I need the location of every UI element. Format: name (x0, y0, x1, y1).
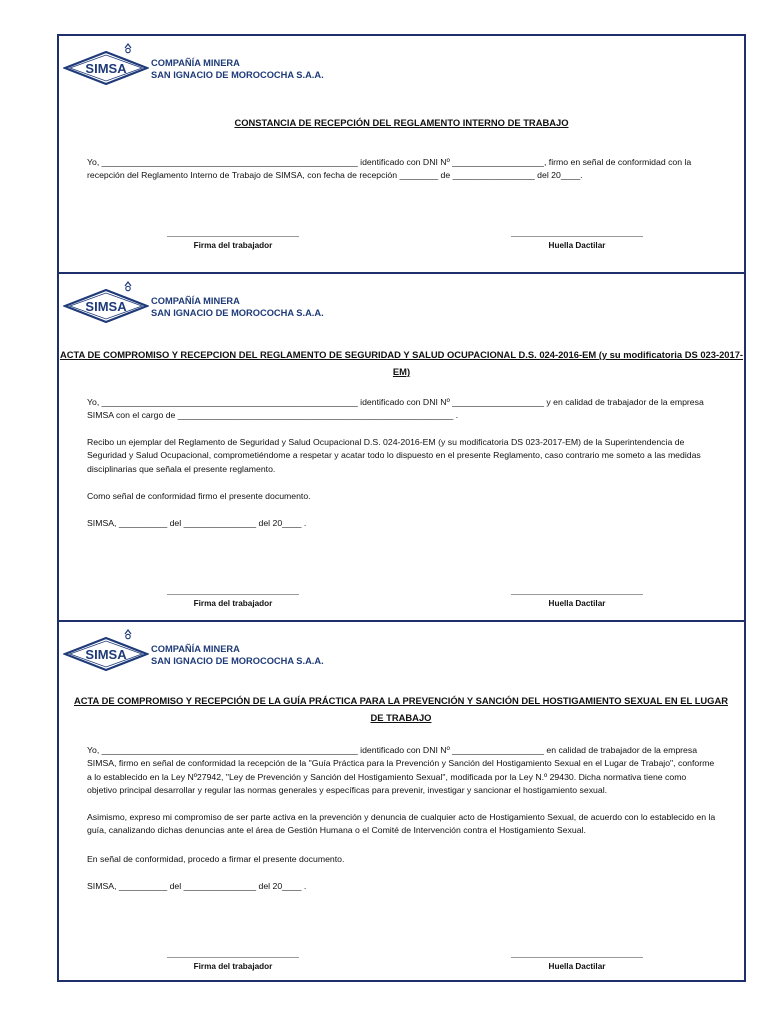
paragraph: Como señal de conformidad firmo el presente documento. (87, 491, 311, 501)
company-logo (63, 280, 363, 324)
signature-label: Huella Dactilar (548, 599, 606, 608)
paragraph: SIMSA, __________ del _______________ del 20____ . (87, 881, 307, 891)
company-line-1: COMPAÑÍA MINERA (151, 58, 240, 68)
signature-block-worker (163, 236, 303, 250)
signature-block-worker (163, 594, 303, 608)
paragraph: Asimismo, expreso mi compromiso de ser parte activa en la prevención y denuncia de cualquier acto de Hostigamiento Sexual, de acuerdo con lo establecido en la guía, canalizando dichas denuncias ante el área de Gestión Humana o el Comité de Intervención contra el Hostigamiento Sexual. (87, 812, 716, 836)
section-title: ACTA DE COMPROMISO Y RECEPCIÓN DE LA GUÍA PRÁCTICA PARA LA PREVENCIÓN Y SANCIÓN DEL HOSTIGAMIENTO SEXUAL EN EL LUGAR DE TRABAJO (73, 695, 729, 723)
section-reglamento-seguridad (59, 272, 744, 620)
company-line-2: SAN IGNACIO DE MOROCOCHA S.A.A. (151, 70, 324, 80)
paragraph: Yo, _____________________________________________________ identificado con DNI Nº ___________________ en calidad de trabajador de la empresa SIMSA, firmo en señal de conformidad la recepción de la "Guía Práctica para la Prevención y Sanción del Hostigamiento Sexual en el Lugar de Trabajo", conforme a lo establecido en la Ley Nº27942, "Ley de Prevención y Sanción del Hostigamiento Sexual", modificada por la Ley N.º 29430. Dicha normativa tiene como objetivo principal desarrollar y regular las normas generales y específicas para prevenir, investigar y sancionar el hostigamiento sexual. (87, 745, 715, 796)
company-name (151, 295, 324, 319)
section-title: ACTA DE COMPROMISO Y RECEPCION DEL REGLAMENTO DE SEGURIDAD Y SALUD OCUPACIONAL D.S. 024-2016-EM (y su modificatoria DS 023-2017-EM) (59, 349, 744, 377)
company-line-1: COMPAÑÍA MINERA (151, 644, 240, 654)
section-hostigamiento (59, 620, 744, 982)
company-line-2: SAN IGNACIO DE MOROCOCHA S.A.A. (151, 308, 324, 318)
section-title: CONSTANCIA DE RECEPCIÓN DEL REGLAMENTO INTERNO DE TRABAJO (234, 117, 569, 128)
signature-block-fingerprint (507, 957, 647, 971)
simsa-logo-icon (63, 280, 149, 324)
simsa-logo-icon (63, 628, 149, 672)
signature-label: Huella Dactilar (548, 241, 606, 250)
document-frame (57, 34, 746, 982)
logo-wordmark: SIMSA (85, 299, 127, 314)
company-logo (63, 42, 363, 86)
signature-block-fingerprint (507, 236, 647, 250)
company-name (151, 57, 324, 81)
paragraph: Yo, _____________________________________________________ identificado con DNI Nº ___________________ y en calidad de trabajador de la empresa SIMSA con el cargo de _________________________________________________________ . (87, 397, 704, 421)
signature-block-fingerprint (507, 594, 647, 608)
signature-label: Firma del trabajador (193, 241, 273, 250)
simsa-logo-icon (63, 42, 149, 86)
paragraph: Yo, _____________________________________________________ identificado con DNI Nº ___________________, firmo en señal de conformidad con la recepción del Reglamento Interno de Trabajo de SIMSA, con fecha de recepción ________ de _________________ del 20____. (87, 157, 692, 181)
section-reglamento-interno (59, 36, 744, 272)
company-line-1: COMPAÑÍA MINERA (151, 296, 240, 306)
paragraph: SIMSA, __________ del _______________ del 20____ . (87, 518, 307, 528)
signature-label: Huella Dactilar (548, 962, 606, 971)
paragraph: En señal de conformidad, procedo a firmar el presente documento. (87, 854, 345, 864)
company-line-2: SAN IGNACIO DE MOROCOCHA S.A.A. (151, 656, 324, 666)
logo-wordmark: SIMSA (85, 647, 127, 662)
signature-label: Firma del trabajador (193, 962, 273, 971)
signature-block-worker (163, 957, 303, 971)
logo-wordmark: SIMSA (85, 61, 127, 76)
company-name (151, 643, 324, 667)
signature-label: Firma del trabajador (193, 599, 273, 608)
paragraph: Recibo un ejemplar del Reglamento de Seguridad y Salud Ocupacional D.S. 024-2016-EM (y su modificatoria DS 023-2017-EM) de la Superintendencia de Seguridad y Salud Ocupacional, comprometiéndome a respetar y acatar todo lo dispuesto en el presente Reglamento, caso contrario me someto a las medidas disciplinarias que señala el presente reglamento. (87, 437, 701, 474)
company-logo (63, 628, 363, 672)
